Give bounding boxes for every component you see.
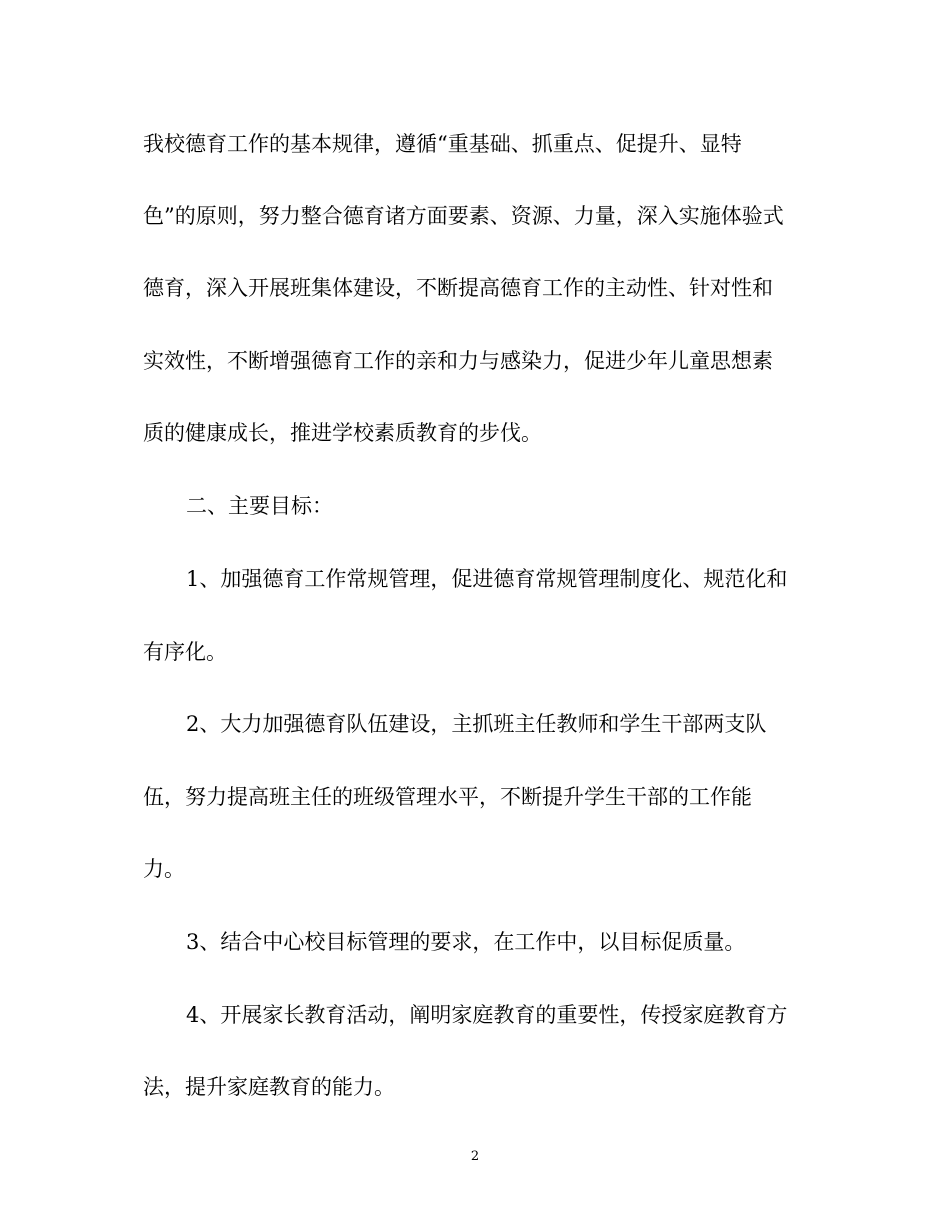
- text-line-13: 4、开展家长教育活动，阐明家庭教育的重要性，传授家庭教育方: [186, 1003, 788, 1027]
- text-line-3: 德育，深入开展班集体建设，不断提高德育工作的主动性、针对性和: [143, 276, 773, 300]
- text-line-1: 我校德育工作的基本规律，遵循“重基础、抓重点、促提升、显特: [143, 132, 742, 156]
- text-line-14: 法，提升家庭教育的能力。: [143, 1075, 395, 1099]
- text-line-7: 1、加强德育工作常规管理，促进德育常规管理制度化、规范化和: [186, 567, 788, 591]
- text-line-11: 力。: [143, 857, 185, 881]
- text-line-9: 2、大力加强德育队伍建设，主抓班主任教师和学生干部两支队: [186, 712, 767, 736]
- text-line-2: 色”的原则，努力整合德育诸方面要素、资源、力量，深入实施体验式: [143, 204, 784, 228]
- section-heading: 二、主要目标：: [186, 494, 333, 518]
- text-line-4: 实效性，不断增强德育工作的亲和力与感染力，促进少年儿童思想素: [143, 349, 773, 373]
- text-line-10: 伍，努力提高班主任的班级管理水平，不断提升学生干部的工作能: [143, 785, 752, 809]
- text-line-5: 质的健康成长，推进学校素质教育的步伐。: [143, 421, 542, 445]
- text-line-12: 3、结合中心校目标管理的要求，在工作中，以目标促质量。: [186, 930, 746, 954]
- page-number: 2: [470, 1149, 480, 1164]
- text-line-8: 有序化。: [143, 640, 227, 664]
